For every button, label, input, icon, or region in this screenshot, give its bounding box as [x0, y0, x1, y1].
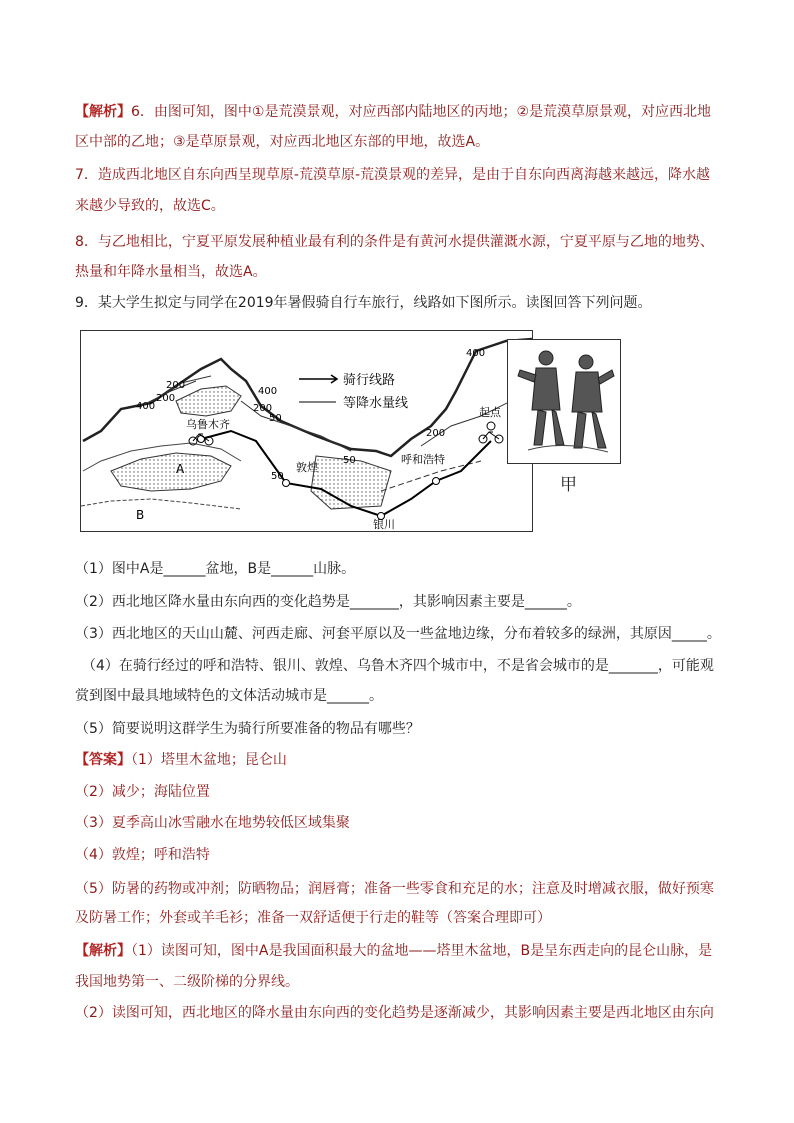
line-text: （2）减少；海陆位置	[75, 784, 210, 800]
isohyet-value: 50	[343, 455, 356, 466]
text-line	[75, 102, 711, 122]
isohyet-value: 50	[269, 413, 282, 424]
isohyet-value: 400	[466, 348, 486, 359]
text-line	[75, 559, 355, 579]
line-text: 7．造成西北地区自东向西呈现草原-荒漠草原-荒漠景观的差异，是由于自东向西离海越来越远，降水越	[75, 167, 711, 183]
line-text: （2）读图可知，西北地区的降水量由东向西的变化趋势是逐渐减少，其影响因素主要是西北地区由东向	[75, 1005, 714, 1021]
line-text: （1）读图可知，图中A是我国面积最大的盆地——塔里木盆地，B是呈东西走向的昆仑山脉，是	[131, 943, 713, 959]
text-line	[75, 293, 652, 313]
label-hohhot: 呼和浩特	[401, 453, 445, 466]
line-text: 区中部的乙地；③是草原景观，对应西北地区东部的甲地，故选A。	[75, 134, 490, 150]
city-hohhot-marker	[433, 478, 440, 485]
line-text: （4）在骑行经过的呼和浩特、银川、敦煌、乌鲁木齐四个城市中，不是省会城市的是_______，可能观	[82, 658, 714, 674]
line-text: 9．某大学生拟定与同学在2019年暑假骑自行车旅行，线路如下图所示。读图回答下列问题。	[75, 295, 652, 311]
line-text: （5）防暑的药物或冲剂；防晒物品；润唇膏；准备一些零食和充足的水；注意及时增减衣服，做好预寒	[75, 881, 714, 897]
text-line	[75, 624, 721, 644]
label-b: B	[136, 508, 145, 522]
basin-junggar	[176, 386, 241, 416]
line-text: （4）敦煌；呼和浩特	[75, 847, 210, 863]
label-dunhuang: 敦煌	[296, 461, 318, 474]
text-line	[75, 686, 383, 706]
text-line	[75, 941, 712, 961]
isohyet-value: 200	[166, 380, 186, 391]
text-line	[75, 132, 489, 152]
line-text: 6．由图可知，图中①是荒漠景观，对应西部内陆地区的丙地；②是荒漠草原景观，对应西北地	[131, 104, 712, 120]
isohyet-value: 400	[258, 386, 278, 397]
text-line	[75, 196, 225, 216]
text-line	[75, 782, 210, 802]
line-text: （2）西北地区降水量由东向西的变化趋势是_______，其影响因素主要是______。	[75, 594, 581, 610]
border-line	[83, 339, 532, 456]
label-start: 起点	[479, 406, 501, 419]
start-marker	[487, 422, 495, 430]
isohyet-value: 50	[271, 471, 284, 482]
isohyet-value: 200	[156, 393, 176, 404]
label-a: A	[176, 462, 185, 476]
route-map	[80, 330, 533, 532]
text-line	[75, 813, 350, 833]
text-line	[75, 972, 299, 992]
photo-caption: 甲	[560, 475, 577, 495]
line-text: （3）西北地区的天山山麓、河西走廊、河套平原以及一些盆地边缘，分布着较多的绿洲，其原因_____。	[75, 626, 721, 642]
isohyet-value: 400	[136, 401, 156, 412]
text-line	[75, 719, 420, 739]
text-line	[75, 845, 210, 865]
label-yinchuan: 银川	[373, 518, 395, 531]
text-line	[75, 750, 287, 770]
line-text: 我国地势第一、二级阶梯的分界线。	[75, 974, 299, 990]
line-text: （5）简要说明这群学生为骑行所要准备的物品有哪些？	[75, 721, 420, 737]
section-tag: 【解析】	[75, 943, 131, 959]
text-line	[75, 908, 551, 928]
dancers-photo	[507, 339, 621, 464]
line-text: 来越少导致的，故选C。	[75, 198, 225, 214]
line-text: 赏到图中最具地域特色的文体活动城市是______。	[75, 688, 383, 704]
text-line	[75, 879, 714, 899]
legend-route-label: 骑行线路	[343, 373, 396, 388]
line-text: （1）图中A是______盆地，B是______山脉。	[75, 561, 356, 577]
line-text: 热量和年降水量相当，故选A。	[75, 264, 267, 280]
isohyet-value: 200	[426, 428, 446, 439]
label-urumqi: 乌鲁木齐	[186, 418, 230, 431]
basin-a	[111, 453, 231, 491]
text-line	[75, 592, 581, 612]
text-line	[75, 232, 714, 252]
text-line	[75, 262, 267, 282]
section-tag: 【答案】	[75, 752, 131, 768]
legend-isohyet-label: 等降水量线	[343, 396, 409, 411]
line-text: 8．与乙地相比，宁夏平原发展种植业最有利的条件是有黄河水提供灌溉水源，宁夏平原与乙地的地势、	[75, 234, 714, 250]
text-line	[75, 1003, 714, 1023]
section-tag: 【解析】	[75, 104, 131, 120]
text-line	[82, 656, 714, 676]
line-text: （1）塔里木盆地；昆仑山	[131, 752, 287, 768]
text-line	[75, 165, 710, 185]
line-text: 及防暑工作；外套或羊毛衫；准备一双舒适便于行走的鞋等（答案合理即可）	[75, 910, 551, 926]
line-text: （3）夏季高山冰雪融水在地势较低区域集聚	[75, 815, 350, 831]
isohyet-value: 200	[253, 403, 273, 414]
